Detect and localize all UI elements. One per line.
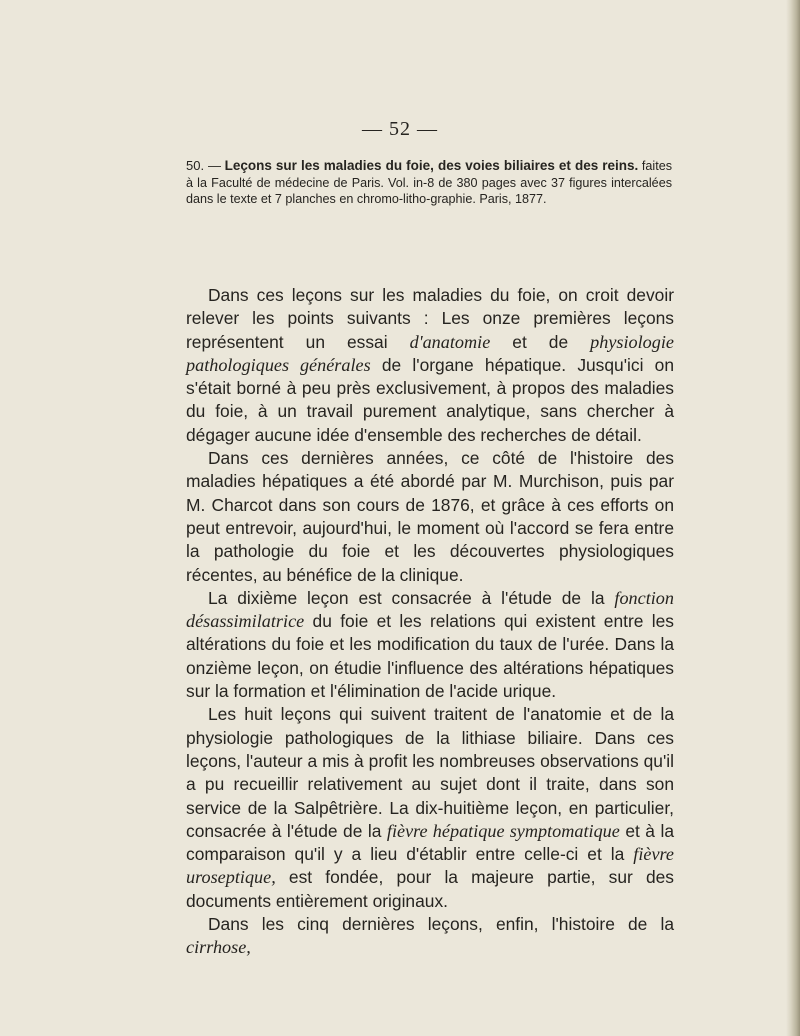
- paragraph-3-emphasis-1: fonction désassimilatrice: [186, 587, 674, 632]
- paragraph-4-text-b: et à la comparaison qu'il y a lieu d'établir entre celle-ci et la: [186, 820, 674, 865]
- paragraph-5-emphasis-1: cirrhose,: [186, 937, 251, 958]
- paragraph-1-text-b: et de: [490, 331, 591, 352]
- paragraph-5: [186, 913, 674, 960]
- page-number: — 52 —: [362, 118, 438, 140]
- entry-title: Leçons sur les maladies du foie, des voies biliaires et des reins.: [224, 158, 639, 173]
- paragraph-3-text-a: La dixième leçon est consacrée à l'étude de la: [208, 587, 615, 608]
- paragraph-1: [186, 284, 674, 447]
- paragraph-2: Dans ces dernières années, ce côté de l'histoire des maladies hépatiques a été abordé par M. Murchison, puis par M. Charcot dans son cours de 1876, et grâce à ces efforts on peut entrevoir, aujourd'hui, le moment où l'accord se fera entre la pathologie du foie et les découvertes physiologiques récentes, au bénéfice de la clinique.: [186, 448, 674, 585]
- paragraph-1-emphasis-1: d'anatomie: [409, 331, 491, 352]
- paragraph-1-text-a: Dans ces leçons sur les maladies du foie, on croit devoir relever les points suivants : Les onze premières leçons représentent un essai: [186, 285, 674, 352]
- paragraph-4-emphasis-2: fièvre uroseptique,: [186, 844, 674, 888]
- paragraph-1-text-c: de l'organe hépatique. Jusqu'ici on s'était borné à peu près exclusivement, à propos des maladies du foie, à un travail purement analytique, sans chercher à dégager aucune idée d'ensemble des recherches de détail.: [186, 354, 674, 445]
- paragraph-4-text-a: Les huit leçons qui suivent traitent de l'anatomie et de la physiologie pathologiques de la lithiase biliaire. Dans ces leçons, l'auteur a mis à profit les nombreuses observations qu'il a pu recueillir relativement au sujet dont il traite, dans son service de la Salpêtrière. La dix-huitième leçon, en particulier, consacrée à l'étude de la: [186, 704, 674, 841]
- page-edge-shadow: [786, 0, 800, 1036]
- paragraph-3-text-b: du foie et les relations qui existent entre les altérations du foie et les modification du taux de l'urée. Dans la onzième leçon, on étudie l'influence des altérations hépatiques sur la formation et l'élimination de l'acide urique.: [186, 611, 674, 702]
- bibliography-entry: [186, 158, 672, 208]
- paragraph-4-emphasis-1: fièvre hépatique symptomatique: [386, 820, 620, 841]
- paragraph-4: [186, 703, 674, 913]
- paragraph-4-text-c: est fondée, pour la majeure partie, sur des documents entièrement originaux.: [186, 867, 674, 911]
- main-text: [186, 284, 674, 960]
- paragraph-3: [186, 587, 674, 703]
- entry-description: faites à la Faculté de médecine de Paris. Vol. in-8 de 380 pages avec 37 figures intercalées dans le texte et 7 planches en chromo-litho-graphie. Paris, 1877.: [186, 159, 673, 206]
- paragraph-1-emphasis-2: physiologie pathologiques générales: [186, 331, 674, 375]
- entry-number: 50. —: [186, 158, 221, 173]
- paragraph-5-text-a: Dans les cinq dernières leçons, enfin, l'histoire de la: [208, 914, 674, 935]
